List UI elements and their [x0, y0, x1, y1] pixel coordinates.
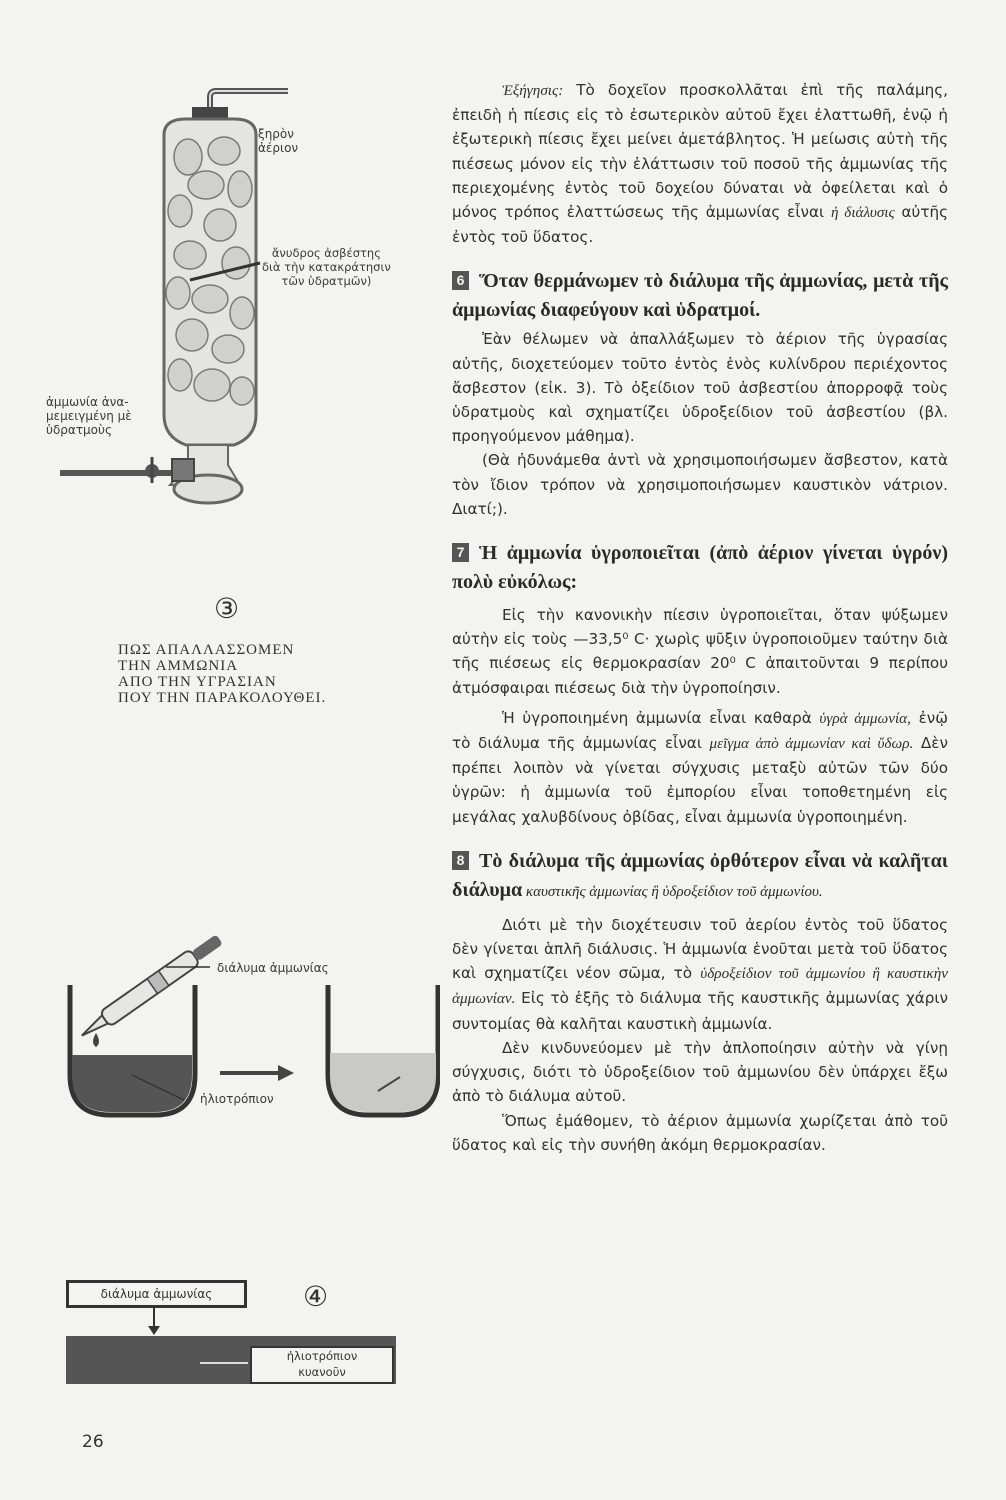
fig4-label-solution: διάλυμα ἀμμωνίας — [217, 961, 329, 975]
intro-paragraph: Ἐξήγησις: Τὸ δοχεῖον προσκολλᾶται ἐπὶ τῆς παλάμης, ἐπειδὴ ἡ πίεσις εἰς τὸ ἐσωτερικὸν αὐτοῦ ἔχει ἐλαττωθῆ, ἐνῷ ἡ ἐξωτερικὴ πίεσις ἔχει μείνει ἀμετάβλητος. Ἡ μείωσις αὐτὴ τῆς πιέσεως μόνον εἰς τὴν ἐλάττωσιν τοῦ ποσοῦ τῆς ἀμμωνίας τῆς περιεχομένης ἐντὸς τοῦ δοχείου δύναται νὰ ὀφείλεται καὶ ὁ μόνος τρόπος ἐλαττώσεως τῆς ἀμμωνίας εἶναι ἡ διάλυσις αὐτῆς ἐντὸς τοῦ ὕδατος. — [452, 81, 949, 247]
section-6-paragraph-1: Ἐὰν θέλωμεν νὰ ἀπαλλάξωμεν τὸ ἀέριον τῆς ὑγρασίας αὐτῆς, διοχετεύομεν τοῦτο ἐντὸς ἑνὸς κυλίνδρου περιέχοντος ἄσβεστον (εἰκ. 3). Τὸ ὀξείδιον τοῦ ἀσβεστίου ἀπορροφᾷ τοὺς ὑδρατμοὺς καὶ σχηματίζει ὑδροξείδιον τοῦ ἀσβεστίου (βλ. προηγούμενον μάθημα). — [452, 330, 948, 446]
section-7-number: 7 — [452, 543, 469, 562]
fig4-label-litmus: ἡλιοτρόπιον — [200, 1092, 274, 1106]
fig4-flow-line — [200, 1362, 248, 1364]
section-6-number: 6 — [452, 271, 469, 290]
page-number: 26 — [82, 1432, 104, 1452]
section-7-heading: 7 Ἡ ἀμμωνία ὑγροποιεῖται (ἀπὸ ἀέριον γίνεται ὑγρόν) πολὺ εὐκόλως: — [452, 542, 948, 594]
figure-3-number: ③ — [214, 592, 240, 625]
fig3-label-ammonia-vapor: ἀμμωνία ἀνα- μεμειγμένη μὲ ὑδρατμοὺς — [46, 395, 132, 437]
main-text-column — [452, 78, 948, 1157]
fig3-label-quicklime: ἄνυδρος ἀσβέστης διὰ τὴν κατακράτησιν τῶν ὑδρατμῶν) — [262, 246, 391, 288]
section-7-paragraph-2: Ἡ ὑγροποιημένη ἀμμωνία εἶναι καθαρὰ ὑγρὰ ἀμμωνία, ἐνῷ τὸ διάλυμα τῆς ἀμμωνίας εἶναι μεῖγμα ἀπὸ ἀμμωνίαν καὶ ὕδωρ. Δὲν πρέπει λοιπὸν νὰ γίνεται σύγχυσις μεταξὺ αὐτῶν τῶν δύο ὑγρῶν: ἡ ἀμμωνία τοῦ ἐμπορίου εἶναι τοποθετημένη εἰς μεγάλας χαλυβδίνους ὀβίδας, εἶναι ἀμμωνία ὑγροποιημένη. — [452, 708, 948, 826]
fig3-label-dry-gas: ξηρὸν ἀέριον — [258, 127, 299, 155]
section-6-paragraph-2: (Θὰ ἠδυνάμεθα ἀντὶ νὰ χρησιμοποιήσωμεν ἄσβεστον, κατὰ τὸν ἴδιον τρόπον νὰ χρησιμοποιήσωμεν καυστικὸν νάτριον. Διατί;). — [452, 451, 948, 518]
section-6-heading: 6 Ὅταν θερμάνωμεν τὸ διάλυμα τῆς ἀμμωνίας, μετὰ τῆς ἀμμωνίας διαφεύγουν καὶ ὑδρατμοί. — [452, 270, 948, 322]
figure-4-number: ④ — [303, 1280, 329, 1313]
section-8-heading: 8 Τὸ διάλυμα τῆς ἀμμωνίας ὀρθότερον εἶναι νὰ καλῆται διάλυμα καυστικῆς ἀμμωνίας ἢ ὑδροξείδιον τοῦ ἀμμωνίου. — [452, 849, 948, 901]
fig4-arrowhead — [148, 1326, 160, 1335]
fig4-box-litmus-blue: ἡλιοτρόπιον κυανοῦν — [250, 1346, 394, 1384]
figure-3-caption: ΠΩΣ ΑΠΑΛΛΑΣΣΟΜΕΝ ΤΗΝ ΑΜΜΩΝΙΑ ΑΠΟ ΤΗΝ ΥΓΡΑΣΙΑΝ ΠΟΥ ΤΗΝ ΠΑΡΑΚΟΛΟΥΘΕΙ. — [118, 642, 327, 706]
section-8-number: 8 — [452, 851, 469, 870]
fig4-box-solution: διάλυμα ἀμμωνίας — [66, 1280, 247, 1308]
section-8-paragraph-1: Διότι μὲ τὴν διοχέτευσιν τοῦ ἀερίου ἐντὸς τοῦ ὕδατος δὲν γίνεται ἁπλῆ διάλυσις. Ἡ ἀμμωνία ἑνοῦται μετὰ τοῦ ὕδατος καὶ σχηματίζει νέον σῶμα, τὸ ὑδροξείδιον τοῦ ἀμμωνίου ἢ καυστικὴν ἀμμωνίαν. Εἰς τὸ ἑξῆς τὸ διάλυμα τῆς καυστικῆς ἀμμωνίας χάριν συντομίας θὰ καλῆται καυστικὴ ἀμμωνία. — [452, 915, 948, 1033]
section-7-paragraph-1: Εἰς τὴν κανονικὴν πίεσιν ὑγροποιεῖται, ὅταν ψύξωμεν αὐτὴν εἰς τοὺς —33,5⁰ C· χωρὶς ψῦξιν ὑγροποιοῦμεν ταύτην διὰ τῆς πιέσεως εἰς θερμοκρασίαν 20⁰ C ἀπαιτοῦνται 9 περίπου ἀτμόσφαιραι πιέσεως διὰ τὴν ὑγροποίησιν. — [452, 606, 948, 697]
section-8-paragraph-3: Ὅπως ἐμάθομεν, τὸ ἀέριον ἀμμωνία χωρίζεται ἀπὸ τοῦ ὕδατος καὶ εἰς τὴν συνήθη ἀκόμη θερμοκρασίαν. — [452, 1111, 948, 1154]
section-8-paragraph-2: Δὲν κινδυνεύομεν μὲ τὴν ἁπλοποίησιν αὐτὴν νὰ γίνῃ σύγχυσις, διότι τὸ ὑδροξείδιον τοῦ ἀμμωνίου δὲν ὑπάρχει ἔξω ἀπὸ τὸ διάλυμα αὐτοῦ. — [452, 1038, 948, 1106]
